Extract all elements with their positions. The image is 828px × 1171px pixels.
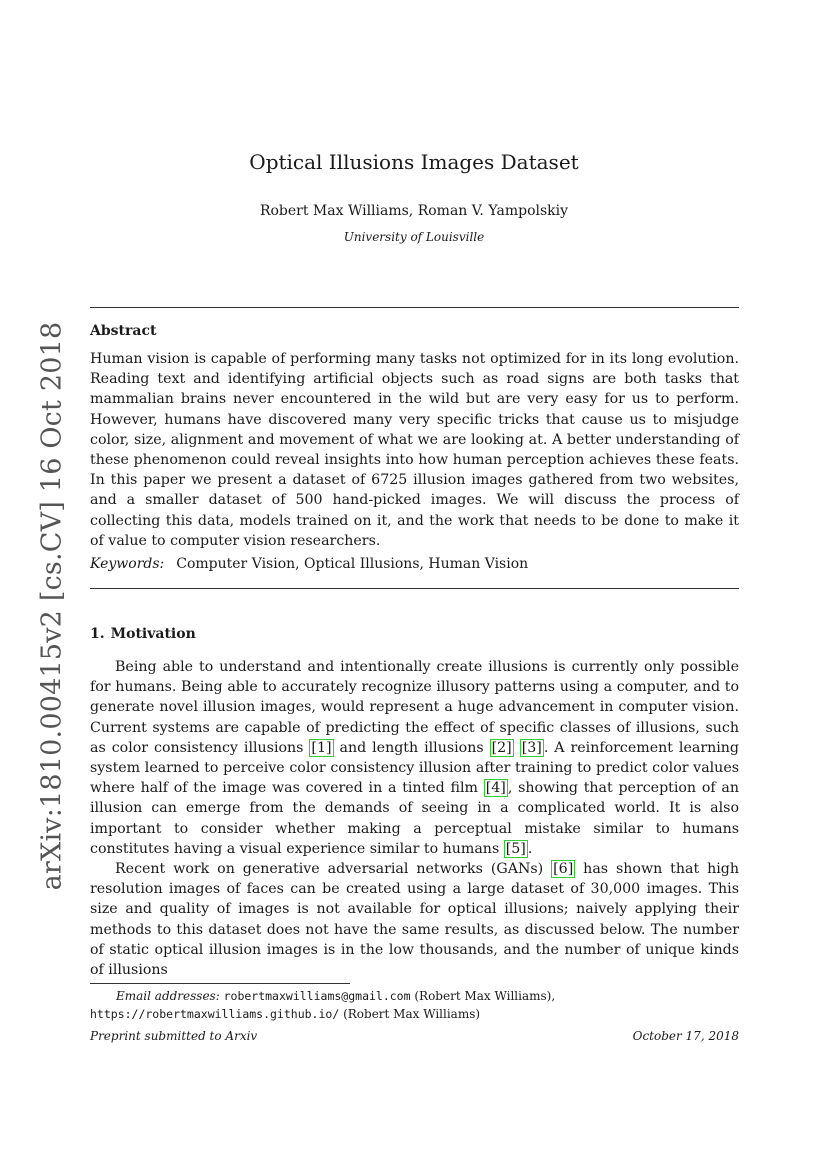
footnote-line-2 xyxy=(90,1005,739,1023)
email-link[interactable]: robertmaxwilliams@gmail.com xyxy=(223,989,411,1003)
paper-title: Optical Illusions Images Dataset xyxy=(249,150,579,174)
text-run xyxy=(514,740,520,756)
section-number: 1. xyxy=(90,626,105,642)
keywords-text: Computer Vision, Optical Illusions, Human Vision xyxy=(176,556,529,572)
footnote-label: Email addresses: xyxy=(116,989,220,1003)
citation-link[interactable]: [3] xyxy=(521,739,542,756)
preprint-note: Preprint submitted to Arxiv xyxy=(90,1029,258,1043)
citation-link[interactable]: [4] xyxy=(485,780,506,797)
abstract-top-rule xyxy=(90,307,739,308)
text-run: Being able to understand and intentionally create illusions is currently only possible for humans. Being able to accurately recognize illusory patterns using a computer, and to generate novel illusion images, would represent a huge advancement in computer vision. Current systems are capable of predicting the effect of specific classes of illusions, such as color consistency illusions xyxy=(90,659,739,756)
text-run: and length illusions xyxy=(333,739,490,756)
paragraph-2 xyxy=(90,859,739,980)
citation-link[interactable]: [1] xyxy=(311,739,332,756)
section-heading xyxy=(90,626,196,642)
text-run: . xyxy=(527,840,533,857)
footnote-name: (Robert Max Williams) xyxy=(343,1007,481,1021)
keywords-line xyxy=(90,556,528,572)
abstract-text: Human vision is capable of performing many tasks not optimized for in its long evolution. Reading text and identifying artificial objects such as road signs are both tasks that mammalian brains never encountered in the wild but are very easy for us to perform. However, humans have discovered many very specific tricks that cause us to misjudge color, size, alignment and movement of what we are looking at. A better understanding of these phenomenon could reveal insights into how human perception achieves these feats. In this paper we present a dataset of 6725 illusion images gathered from two websites, and a smaller dataset of 500 hand-picked images. We will discuss the process of collecting this data, models trained on it, and the work that needs to be done to make it of value to computer vision researchers. xyxy=(90,351,739,549)
text-run: . A reinforcement learning system learned to perceive color consistency illusion after training to predict color values where half of the image was covered in a tinted film xyxy=(90,739,740,797)
footnote-line-1 xyxy=(90,987,739,1005)
citation-link[interactable]: [5] xyxy=(505,840,526,857)
keywords-label: Keywords: xyxy=(90,556,165,572)
section-title: Motivation xyxy=(110,626,196,642)
affiliation: University of Louisville xyxy=(343,230,485,244)
arxiv-identifier: arXiv:1810.00415v2 [cs.CV] 16 Oct 2018 xyxy=(36,321,68,891)
footnote xyxy=(90,987,739,1023)
footnote-name: (Robert Max Williams), xyxy=(414,989,556,1003)
citation-link[interactable]: [6] xyxy=(553,861,574,878)
text-run: has shown that high resolution images of faces can be created using a large dataset of 30,000 images. This size and quality of images is not available for optical illusions; naively applying their methods to this dataset does not have the same results, as discussed below. The number of static optical illusion images is in the low thousands, and the number of unique kinds of illusions xyxy=(90,861,739,979)
footnote-rule xyxy=(90,983,350,984)
paragraph-1 xyxy=(90,657,739,859)
author-list: Robert Max Williams, Roman V. Yampolskiy xyxy=(259,203,569,219)
citation-link[interactable]: [2] xyxy=(491,739,512,756)
preprint-date: October 17, 2018 xyxy=(632,1029,739,1043)
section-body xyxy=(90,657,739,980)
text-run: Recent work on generative adversarial networks (GANs) xyxy=(115,861,552,878)
abstract-bottom-rule xyxy=(90,588,739,589)
abstract-heading: Abstract xyxy=(90,323,157,339)
text-run: , showing that perception of an illusion can emerge from the demands of seeing in a complicated world. It is also important to consider whether making a perceptual mistake similar to humans constitutes having a visual experience similar to humans xyxy=(90,780,739,857)
homepage-link[interactable]: https://robertmaxwilliams.github.io/ xyxy=(90,1007,340,1021)
